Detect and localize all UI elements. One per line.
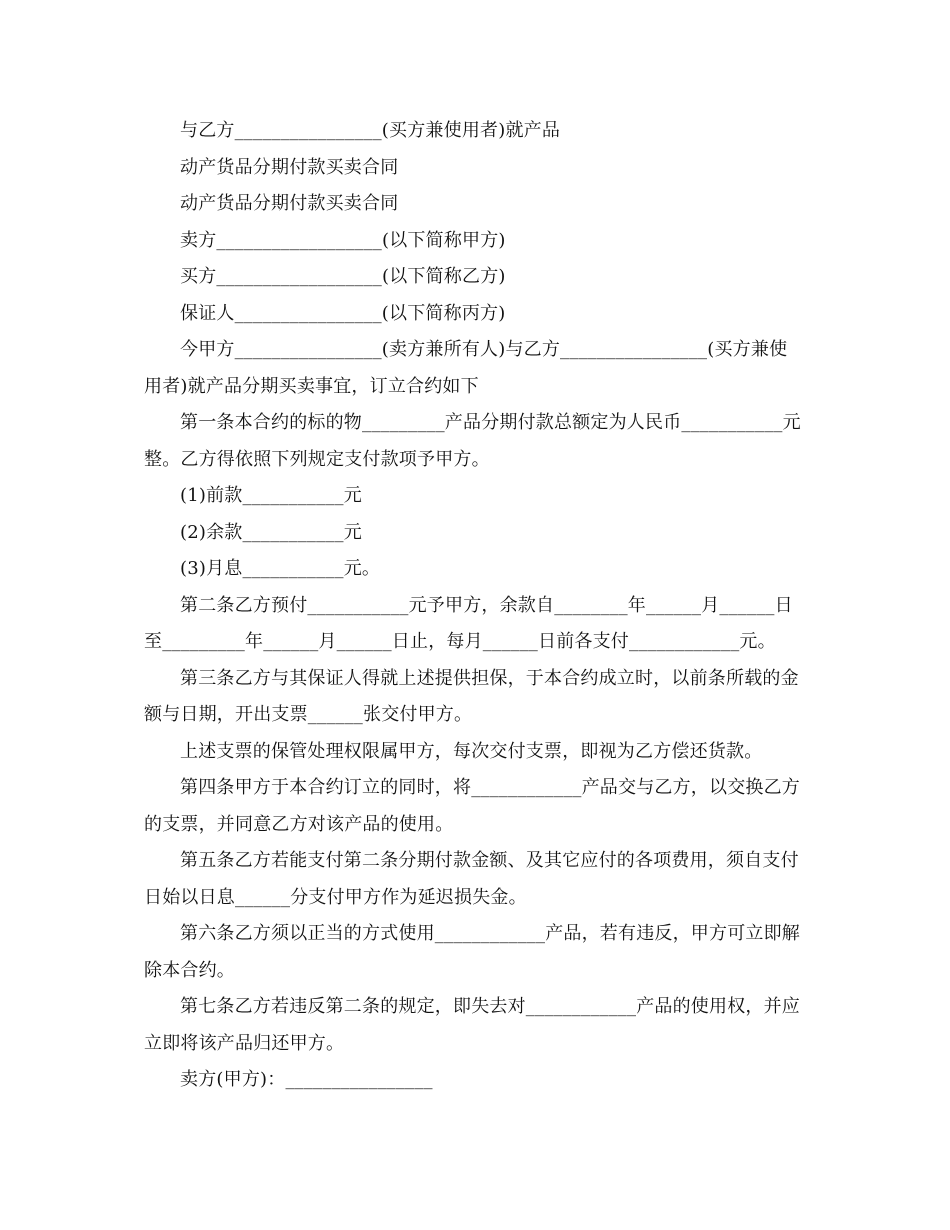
paragraph-title: 动产货品分期付款买卖合同: [180, 156, 399, 178]
clause-6: 第六条乙方须以正当的方式使用____________产品，若有违反，甲方可立即解除本合约。: [144, 923, 800, 981]
party-buyer-line: 买方__________________(以下简称乙方): [180, 266, 506, 287]
clause-1: 第一条本合约的标的物_________产品分期付款总额定为人民币___________元整。乙方得依照下列规定支付款项予甲方。: [144, 412, 801, 470]
clause-1-item-3: (3)月息___________元。: [180, 558, 381, 579]
clause-1-item-1: (1)前款___________元: [180, 485, 362, 506]
clause-4: 第四条甲方于本合约订立的同时，将____________产品交与乙方，以交换乙方的支票，并同意乙方对该产品的使用。: [144, 777, 800, 835]
paragraph: 与乙方________________(买方兼使用者)就产品: [180, 120, 561, 141]
clause-3: 第三条乙方与其保证人得就上述提供担保，于本合约成立时，以前条所载的金额与日期，开出支票______张交付甲方。: [144, 667, 799, 725]
paragraph-title: 动产货品分期付款买卖合同: [180, 193, 399, 214]
clause-7: 第七条乙方若违反第二条的规定，即失去对____________产品的使用权，并应立即将该产品归还甲方。: [144, 996, 800, 1054]
signature-seller-line: 卖方(甲方)：________________: [180, 1069, 433, 1090]
clause-1-item-2: (2)余款___________元: [180, 521, 362, 543]
party-guarantor-line: 保证人________________(以下简称丙方): [180, 302, 506, 324]
paragraph-preamble: 今甲方________________(卖方兼所有人)与乙方________________(买方兼使用者)就产品分期买卖事宜，订立合约如下: [144, 339, 788, 397]
clause-3-note: 上述支票的保管处理权限属甲方，每次交付支票，即视为乙方偿还货款。: [180, 740, 763, 762]
party-seller-line: 卖方__________________(以下简称甲方): [180, 229, 506, 251]
clause-5: 第五条乙方若能支付第二条分期付款金额、及其它应付的各项费用，须自支付日始以日息______分支付甲方作为延迟损失金。: [144, 850, 799, 908]
contract-document: [144, 113, 804, 1099]
clause-2: 第二条乙方预付___________元予甲方，余款自________年______月______日至_________年______月______日止，每月______日前各支付____________元。: [144, 594, 793, 652]
